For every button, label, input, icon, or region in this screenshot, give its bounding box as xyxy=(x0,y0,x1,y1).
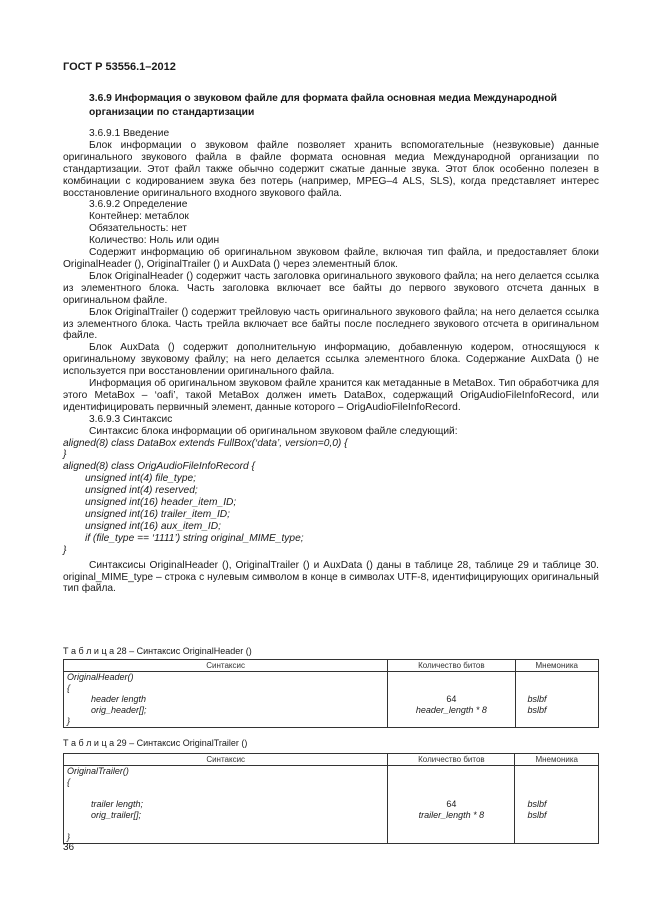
code-line: } xyxy=(63,544,67,556)
table-cell: bslbf xyxy=(515,799,599,810)
column-header: Синтаксис xyxy=(64,754,388,766)
paragraph: Обязательность: нет xyxy=(89,223,187,235)
table-28 xyxy=(63,659,599,728)
table-cell: bslbf xyxy=(515,705,598,716)
table-cell xyxy=(388,683,515,694)
column-header: Мнемоника xyxy=(515,660,598,672)
table-cell xyxy=(388,832,515,844)
table-cell: bslbf xyxy=(515,694,598,705)
table-cell xyxy=(388,821,515,832)
table-cell: OriginalTrailer() xyxy=(64,766,388,778)
code-line: aligned(8) class OrigAudioFileInfoRecord { xyxy=(63,461,255,473)
paragraph: 3.6.9.3 Синтаксис xyxy=(89,413,173,425)
table-row xyxy=(64,810,599,821)
table-cell: orig_trailer[]; xyxy=(91,810,142,820)
paragraph: Блок AuxData () содержит дополнительную информацию, добавленную кодером, относящуюся к оригинальному звуковому файлу; на него делается ссылка элементного блока. Содержание AuxData () не используется при восстановлении оригинального файла. xyxy=(63,342,599,378)
body-text xyxy=(63,128,599,595)
table-cell: trailer_length * 8 xyxy=(388,810,515,821)
paragraph: Блок информации о звуковом файле позволяет хранить вспомогательные (незвуковые) данные оригинального звукового файла в файле формата основная медиа Международной организации по стандартизации. Этот файл также обычно содержит сжатые данные звука. Этот блок особенно полезен в комбинации с кодированием звука без потерь (например, MPEG–4 ALS, SLS), когда представляет интерес восстановление оригинального входного звукового файла. xyxy=(63,139,599,199)
table-row xyxy=(64,672,599,684)
document-header: ГОСТ Р 53556.1–2012 xyxy=(63,61,176,73)
column-header: Мнемоника xyxy=(515,754,599,766)
table-cell xyxy=(515,788,599,799)
table-cell xyxy=(64,821,388,832)
paragraph: Блок OriginalTrailer () содержит трейловую часть оригинального звукового файла; на него делается ссылка из элементного блока. Часть трейла включает все байты после последнего звукового отсчета в оригинальном файле. xyxy=(63,306,599,342)
table-cell xyxy=(515,777,599,788)
paragraph: Информация об оригинальном звуковом файле хранится как метаданные в MetaBox. Тип обработчика для этого MetaBox – ‘oafi’, такой MetaBox должен иметь DataBox, содержащий OrigAudioFileInfoRecord, или идентифицировать первичный элемент, данные которого – OrigAudioFileInfoRecord. xyxy=(63,378,599,413)
section-title: 3.6.9 Информация о звуковом файле для формата файла основная медиа Международной организации по стандартизации xyxy=(89,93,557,118)
table-cell: header_length * 8 xyxy=(388,705,515,716)
table-cell: } xyxy=(64,832,388,844)
paragraph: 3.6.9.1 Введение xyxy=(89,128,170,139)
table-cell xyxy=(388,766,515,778)
table-cell xyxy=(388,672,515,684)
column-header: Количество битов xyxy=(388,754,515,766)
table-cell: bslbf xyxy=(515,810,599,821)
table-cell: { xyxy=(64,777,388,788)
code-line: unsigned int(16) header_item_ID; xyxy=(85,497,237,509)
code-line: unsigned int(4) reserved; xyxy=(85,485,198,497)
code-line: } xyxy=(63,449,67,461)
table-row xyxy=(64,705,599,716)
table-cell xyxy=(515,766,599,778)
table-cell: header length xyxy=(91,694,147,704)
table-29 xyxy=(63,753,599,844)
column-header: Синтаксис xyxy=(64,660,388,672)
table-cell xyxy=(388,788,515,799)
code-line: unsigned int(4) file_type; xyxy=(85,473,196,485)
table-cell xyxy=(515,683,598,694)
table-row xyxy=(64,683,599,694)
code-line: aligned(8) class DataBox extends FullBox(‘data’, version=0,0) { xyxy=(63,437,348,449)
table-cell xyxy=(515,716,598,728)
paragraph: Синтаксис блока информации об оригинальном звуковом файле следующий: xyxy=(89,425,458,437)
table-28-caption: Т а б л и ц а 28 – Синтаксис OriginalHeader () xyxy=(63,646,252,656)
table-row xyxy=(64,777,599,788)
table-row xyxy=(64,788,599,799)
table-cell: orig_header[]; xyxy=(91,705,147,715)
table-cell xyxy=(515,821,599,832)
table-cell xyxy=(515,832,599,844)
paragraph: 3.6.9.2 Определение xyxy=(89,199,188,211)
code-line: unsigned int(16) trailer_item_ID; xyxy=(85,509,230,520)
table-row xyxy=(64,694,599,705)
table-cell: 64 xyxy=(388,694,515,705)
table-cell: { xyxy=(64,683,388,694)
paragraph: Синтаксисы OriginalHeader (), OriginalTrailer () и AuxData () даны в таблице 28, таблице 29 и таблице 30. original_MIME_type – строка с нулевым символом в конце в символах UTF-8, идентифицирующих оригинальный тип файла. xyxy=(63,559,599,595)
table-row xyxy=(64,821,599,832)
table-cell: OriginalHeader() xyxy=(64,672,388,684)
code-line: unsigned int(16) aux_item_ID; xyxy=(85,520,221,532)
paragraph: Блок OriginalHeader () содержит часть заголовка оригинального звукового файла; на него делается ссылка из элементного блока. Часть заголовка включает все байты до первого звукового отсчета данных в оригинальном файле. xyxy=(63,270,599,306)
table-cell: } xyxy=(64,716,388,728)
paragraph: Количество: Ноль или один xyxy=(89,235,220,247)
table-cell xyxy=(64,788,388,799)
table-cell: trailer length; xyxy=(91,799,144,809)
paragraph: Контейнер: метаблок xyxy=(89,211,189,223)
code-line: if (file_type == ‘1111’) string original_MIME_type; xyxy=(85,532,304,544)
page-number: 36 xyxy=(63,842,75,853)
table-row xyxy=(64,766,599,778)
paragraph: Содержит информацию об оригинальном звуковом файле, включая тип файла, и предоставляет блоки OriginalHeader (), OriginalTrailer () и AuxData () через элементный блок. xyxy=(63,247,599,270)
table-cell xyxy=(388,716,515,728)
table-row xyxy=(64,716,599,728)
column-header: Количество битов xyxy=(388,660,515,672)
table-row xyxy=(64,832,599,844)
table-cell: 64 xyxy=(388,799,515,810)
table-cell xyxy=(515,672,598,684)
table-cell xyxy=(388,777,515,788)
table-row xyxy=(64,799,599,810)
table-29-caption: Т а б л и ц а 29 – Синтаксис OriginalTrailer () xyxy=(63,738,248,748)
